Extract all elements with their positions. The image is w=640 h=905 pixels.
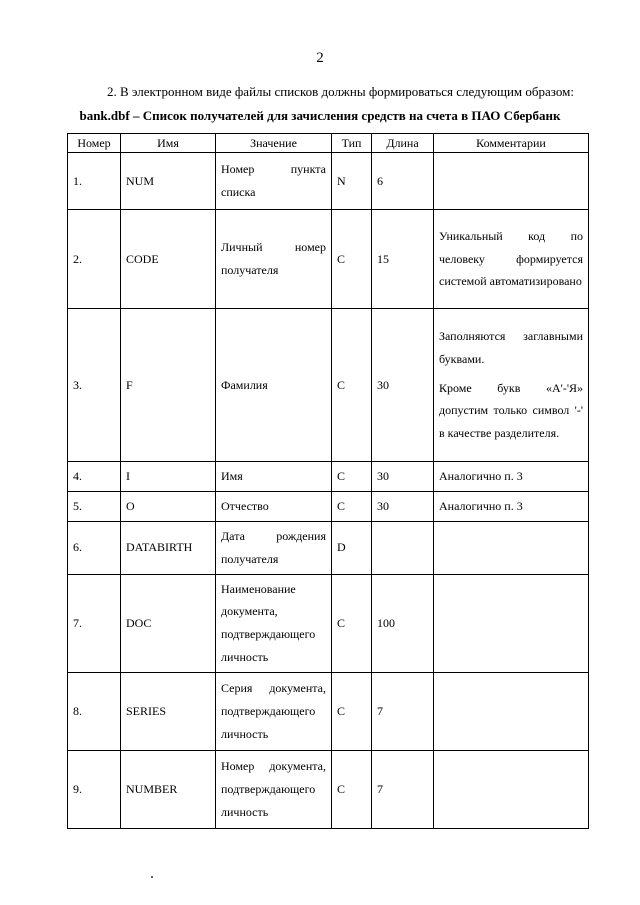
cell-comment	[434, 462, 589, 492]
cell-comment	[434, 492, 589, 522]
cell-meaning: Имя	[216, 462, 332, 492]
table-row	[68, 210, 589, 309]
table-row	[68, 462, 589, 492]
cell-comment	[434, 574, 589, 672]
cell-type: C	[332, 462, 372, 492]
cell-meaning: Номер документа, подтверждающего личность	[216, 750, 332, 828]
cell-length: 7	[372, 750, 434, 828]
cell-length: 100	[372, 574, 434, 672]
cell-length: 7	[372, 672, 434, 750]
cell-type: N	[332, 153, 372, 210]
table-row	[68, 574, 589, 672]
cell-length: 30	[372, 492, 434, 522]
comment-paragraph: Аналогично п. 3	[439, 499, 523, 514]
cell-field-name: CODE	[121, 210, 216, 309]
cell-number: 4.	[68, 462, 121, 492]
header-meaning: Значение	[216, 134, 332, 153]
intro-text: 2. В электронном виде файлы списков должны формироваться следующим образом:	[107, 84, 574, 99]
cell-comment	[434, 750, 589, 828]
table-row	[68, 309, 589, 462]
table-body	[68, 153, 589, 829]
table-row	[68, 672, 589, 750]
comment-paragraph: Кроме букв «А'-'Я» допустим только символ '-' в качестве разделителя.	[439, 380, 583, 441]
cell-type: C	[332, 672, 372, 750]
cell-number: 7.	[68, 574, 121, 672]
cell-number: 5.	[68, 492, 121, 522]
comment-paragraph: Аналогично п. 3	[439, 469, 523, 484]
cell-length: 15	[372, 210, 434, 309]
header-comments: Комментарии	[434, 134, 589, 153]
cell-number: 8.	[68, 672, 121, 750]
cell-number: 6.	[68, 522, 121, 575]
cell-type: D	[332, 522, 372, 575]
comment-paragraph: Уникальный код по человеку формируется системой автоматизировано	[439, 228, 583, 289]
cell-type: C	[332, 492, 372, 522]
table-row	[68, 153, 589, 210]
header-length: Длина	[372, 134, 434, 153]
cell-meaning: Личный номер получателя	[216, 210, 332, 309]
cell-comment	[434, 153, 589, 210]
cell-field-name: O	[121, 492, 216, 522]
cell-meaning: Дата рождения получателя	[216, 522, 332, 575]
table-row	[68, 492, 589, 522]
cell-length: 6	[372, 153, 434, 210]
cell-length	[372, 522, 434, 575]
table-row	[68, 522, 589, 575]
header-type: Тип	[332, 134, 372, 153]
page-number: 2	[316, 50, 324, 66]
cell-comment	[434, 522, 589, 575]
table-row	[68, 750, 589, 828]
cell-comment	[434, 309, 589, 462]
cell-field-name: DOC	[121, 574, 216, 672]
cell-type: C	[332, 750, 372, 828]
cell-field-name: SERIES	[121, 672, 216, 750]
cell-meaning: Наименование документа, подтверждающего личность	[216, 574, 332, 672]
cell-type: C	[332, 574, 372, 672]
cell-comment	[434, 210, 589, 309]
cell-number: 9.	[68, 750, 121, 828]
cell-length: 30	[372, 462, 434, 492]
cell-field-name: I	[121, 462, 216, 492]
cell-meaning: Серия документа, подтверждающего личность	[216, 672, 332, 750]
table-header-row	[68, 134, 589, 153]
header-number: Номер	[68, 134, 121, 153]
cell-field-name: DATABIRTH	[121, 522, 216, 575]
cell-field-name: NUMBER	[121, 750, 216, 828]
cell-comment	[434, 672, 589, 750]
fields-table	[67, 133, 589, 829]
cell-meaning: Отчество	[216, 492, 332, 522]
comment-paragraph: Заполняются заглавными буквами.	[439, 329, 583, 366]
header-name: Имя	[121, 134, 216, 153]
cell-field-name: NUM	[121, 153, 216, 210]
scan-speck	[151, 876, 153, 878]
cell-type: C	[332, 309, 372, 462]
table-title: bank.dbf – Список получателей для зачисления средств на счета в ПАО Сбербанк	[79, 108, 561, 123]
cell-number: 2.	[68, 210, 121, 309]
cell-number: 1.	[68, 153, 121, 210]
cell-length: 30	[372, 309, 434, 462]
cell-number: 3.	[68, 309, 121, 462]
cell-meaning: Номер пункта списка	[216, 153, 332, 210]
cell-field-name: F	[121, 309, 216, 462]
cell-type: C	[332, 210, 372, 309]
cell-meaning: Фамилия	[216, 309, 332, 462]
